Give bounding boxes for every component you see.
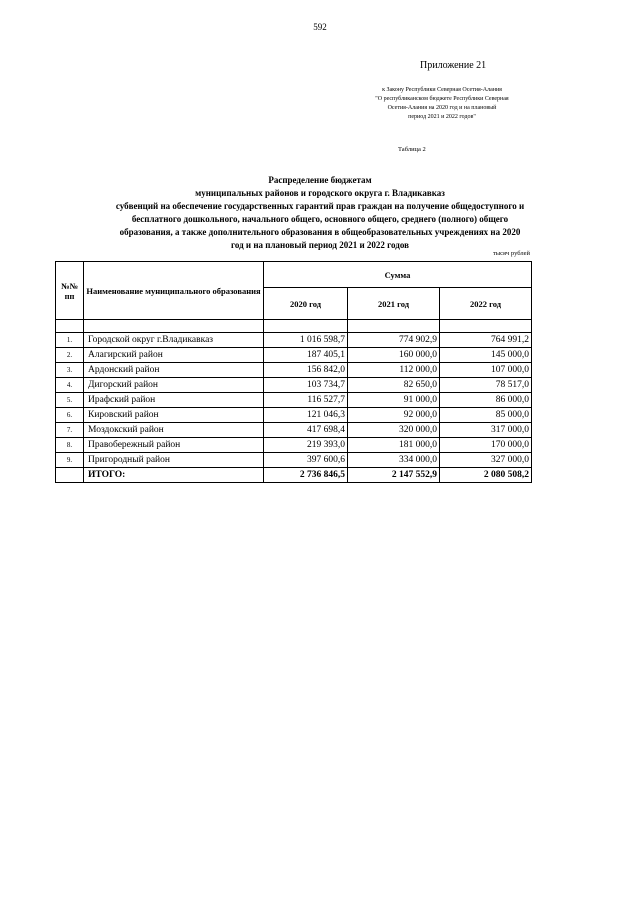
row-value-2022: 78 517,0 [440, 378, 532, 393]
row-value-2020: 156 842,0 [264, 363, 348, 378]
row-index: 9. [56, 453, 84, 468]
row-value-2022: 86 000,0 [440, 393, 532, 408]
row-name: Кировский район [84, 408, 264, 423]
row-value-2022: 170 000,0 [440, 438, 532, 453]
header-year-2022: 2022 год [440, 288, 532, 320]
row-value-2022: 764 991,2 [440, 333, 532, 348]
law-reference-line: Осетия-Алания на 2020 год и на плановый [387, 105, 497, 111]
title-line: бесплатного дошкольного, начального общего, основного общего, среднего (полного) общего [131, 214, 509, 224]
row-name: Дигорский район [84, 378, 264, 393]
row-index: 4. [56, 378, 84, 393]
row-value-2020: 187 405,1 [264, 348, 348, 363]
row-index: 8. [56, 438, 84, 453]
row-index: 6. [56, 408, 84, 423]
row-value-2020: 103 734,7 [264, 378, 348, 393]
row-value-2020: 1 016 598,7 [264, 333, 348, 348]
row-index: 2. [56, 348, 84, 363]
row-name: Моздокский район [84, 423, 264, 438]
row-value-2021: 160 000,0 [348, 348, 440, 363]
total-index [56, 468, 84, 483]
table-row [56, 453, 532, 468]
row-value-2022: 85 000,0 [440, 408, 532, 423]
row-value-2022: 107 000,0 [440, 363, 532, 378]
row-name: Городской округ г.Владикавказ [84, 333, 264, 348]
row-name: Ардонский район [84, 363, 264, 378]
table-row [56, 393, 532, 408]
table-row [56, 363, 532, 378]
row-value-2020: 219 393,0 [264, 438, 348, 453]
row-value-2022: 327 000,0 [440, 453, 532, 468]
row-name: Правобережный район [84, 438, 264, 453]
row-name: Пригородный район [84, 453, 264, 468]
row-value-2021: 82 650,0 [348, 378, 440, 393]
table-row [56, 438, 532, 453]
units-label: тысяч рублей [492, 250, 530, 257]
row-name: Ирафский район [84, 393, 264, 408]
total-value-2022: 2 080 508,2 [440, 468, 532, 483]
table-row [56, 378, 532, 393]
law-reference-line: к Закону Республики Северная Осетия-Алания [382, 87, 502, 93]
row-index: 5. [56, 393, 84, 408]
header-name: Наименование муниципального образования [84, 262, 264, 320]
row-value-2021: 774 902,9 [348, 333, 440, 348]
row-value-2021: 92 000,0 [348, 408, 440, 423]
document-title [70, 174, 570, 252]
law-reference [330, 86, 554, 122]
appendix-title: Приложение 21 [420, 60, 487, 71]
row-value-2022: 145 000,0 [440, 348, 532, 363]
table-row [56, 408, 532, 423]
row-index: 3. [56, 363, 84, 378]
row-value-2021: 91 000,0 [348, 393, 440, 408]
page-number: 592 [313, 22, 327, 32]
header-year-2020: 2020 год [264, 288, 348, 320]
header-number: №№ пп [56, 262, 84, 320]
row-value-2020: 397 600,6 [264, 453, 348, 468]
row-value-2021: 334 000,0 [348, 453, 440, 468]
row-value-2021: 181 000,0 [348, 438, 440, 453]
table-row [56, 423, 532, 438]
row-value-2020: 121 046,3 [264, 408, 348, 423]
row-index: 1. [56, 333, 84, 348]
total-label: ИТОГО: [84, 468, 264, 483]
law-reference-line: "О республиканском бюджете Республики Северная [375, 96, 509, 102]
row-value-2022: 317 000,0 [440, 423, 532, 438]
row-name: Алагирский район [84, 348, 264, 363]
total-value-2021: 2 147 552,9 [348, 468, 440, 483]
row-index: 7. [56, 423, 84, 438]
table-row [56, 348, 532, 363]
table-number: Таблица 2 [398, 146, 426, 153]
distribution-table [55, 261, 532, 483]
table-row [56, 333, 532, 348]
row-value-2020: 417 698,4 [264, 423, 348, 438]
header-year-2021: 2021 год [348, 288, 440, 320]
title-line: год и на плановый период 2021 и 2022 годов [231, 240, 409, 250]
row-value-2021: 320 000,0 [348, 423, 440, 438]
title-line: Распределение бюджетам [268, 175, 372, 185]
title-line: муниципальных районов и городского округа г. Владикавказ [195, 188, 445, 198]
row-value-2020: 116 527,7 [264, 393, 348, 408]
title-line: образования, а также дополнительного образования в общеобразовательных учреждениях на 2020 [119, 227, 521, 237]
title-line: субвенций на обеспечение государственных гарантий прав граждан на получение общедоступного и [115, 201, 525, 211]
total-row [56, 468, 532, 483]
row-value-2021: 112 000,0 [348, 363, 440, 378]
law-reference-line: период 2021 и 2022 годов" [408, 114, 476, 120]
total-value-2020: 2 736 846,5 [264, 468, 348, 483]
header-sum: Сумма [264, 262, 532, 288]
spacer-row [56, 320, 532, 333]
